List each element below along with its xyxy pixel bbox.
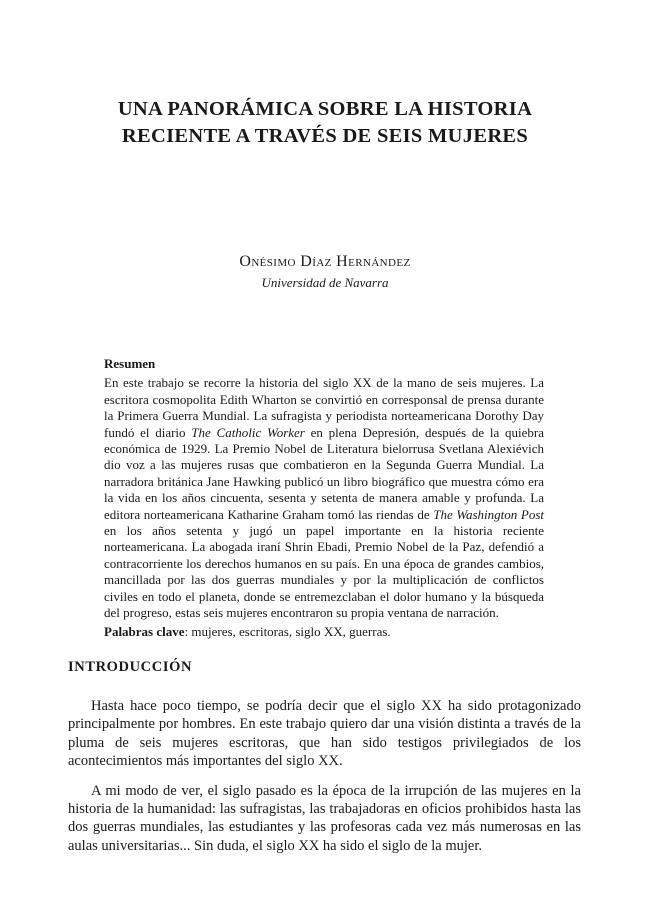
abstract-text-2: en plena Depresión, después de la quiebra económica de 1929. La Premio Nobel de Literatura bielorrusa Svetlana Alexiévich dio voz a las mujeres rusas que combatieron en la Segunda Guerra Mundial. La narradora británica Jane Hawking publicó un libro biográfico que muestra cómo era la vida en los años cincuenta, sesenta y setenta de manera amable y profunda. La editora norteamericana Katharine Graham tomó las riendas de xyxy=(104,424,544,522)
abstract-italic-2: The Washington Post xyxy=(433,506,544,522)
author-name: Onésimo Díaz Hernández xyxy=(239,253,411,270)
body-text xyxy=(68,697,581,866)
abstract-italic-1: The Catholic Worker xyxy=(191,424,305,440)
keywords-line xyxy=(104,624,544,640)
title-line-2: RECIENTE A TRAVÉS DE SEIS MUJERES xyxy=(121,125,529,147)
body-paragraph: A mi modo de ver, el siglo pasado es la época de la irrupción de las mujeres en la historia de la humanidad: las sufragistas, las trabajadoras en oficios prohibidos hasta las dos guerras mundiales, las estudiantes y las profesoras cada vez más numerosas en las aulas universitarias... Sin duda, el siglo XX ha sido el siglo de la mujer. xyxy=(68,782,581,854)
abstract-block xyxy=(104,356,544,640)
keywords-text: : mujeres, escritoras, siglo XX, guerras. xyxy=(184,623,391,639)
abstract-text-1: En este trabajo se recorre la historia del siglo XX de la mano de seis mujeres. La escritora cosmopolita Edith Wharton se convirtió en corresponsal de prensa durante la Primera Guerra Mundial. La sufragista y periodista norteamericana Dorothy Day fundó el diario xyxy=(104,375,544,440)
body-paragraph: Hasta hace poco tiempo, se podría decir que el siglo XX ha sido protagonizado principalmente por hombres. En este trabajo quiero dar una visión distinta a través de la pluma de seis mujeres escritoras, que han sido testigos privilegiados de los acontecimientos más importantes del siglo XX. xyxy=(68,698,581,770)
section-heading: INTRODUCCIÓN xyxy=(68,659,193,675)
page-title xyxy=(40,96,610,150)
title-line-1: UNA PANORÁMICA SOBRE LA HISTORIA xyxy=(117,98,533,120)
abstract-heading: Resumen xyxy=(104,356,156,371)
abstract-text-3: en los años setenta y jugó un papel importante en la historia reciente norteamericana. La abogada iraní Shrin Ebadi, Premio Nobel de la Paz, defendió a contracorriente los derechos humanos en su país. En una época de grandes cambios, mancillada por las dos guerras mundiales y por la multiplicación de conflictos civiles en todo el planeta, donde se entremezclaban el dolor humano y la búsqueda del progreso, estas seis mujeres encontraron su propia ventana de narración. xyxy=(104,523,544,621)
abstract-body xyxy=(104,375,544,621)
author-affiliation: Universidad de Navarra xyxy=(261,275,389,290)
keywords-label: Palabras clave xyxy=(104,623,185,639)
